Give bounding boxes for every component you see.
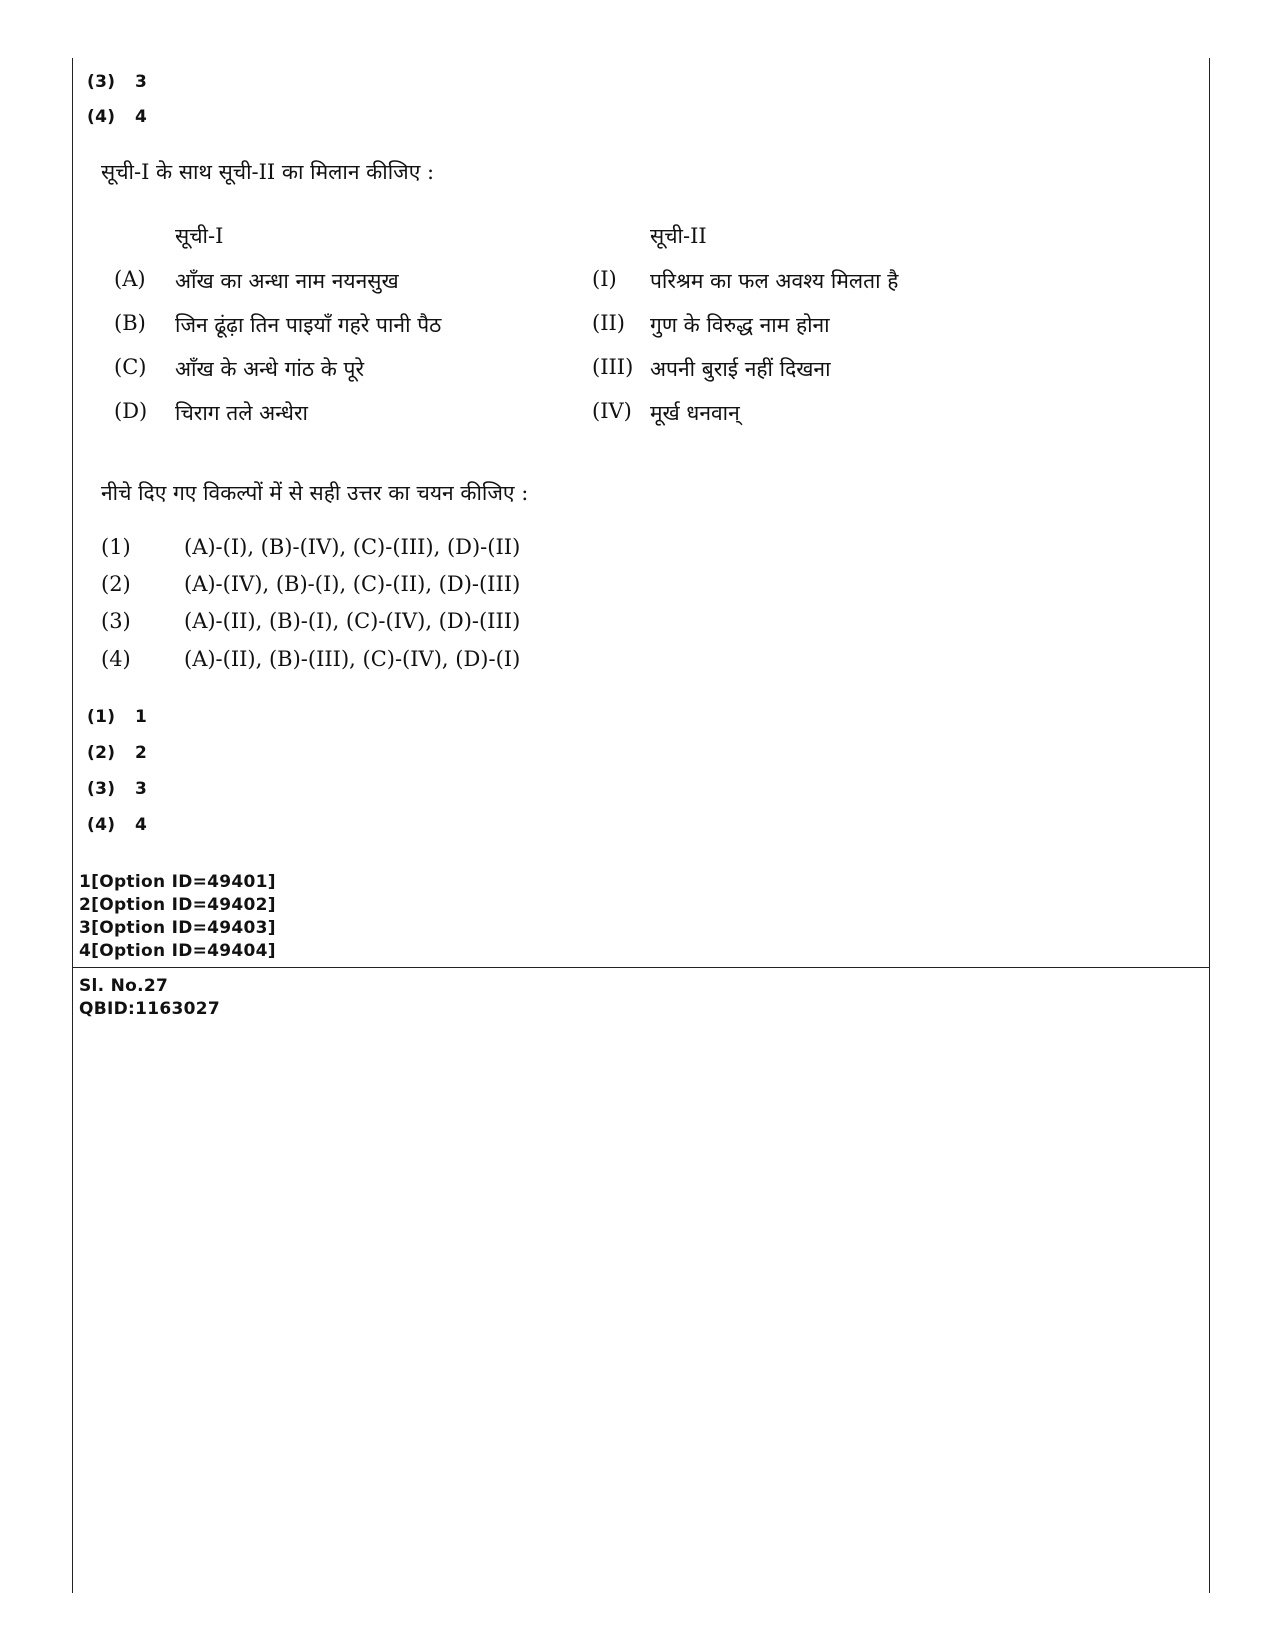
option-value: 3 xyxy=(135,779,148,799)
choice-number: (4) xyxy=(101,647,131,671)
option-value: 4 xyxy=(135,107,148,127)
answer-option xyxy=(87,815,147,835)
list2-title: सूची-II xyxy=(650,224,707,248)
option-id: 2[Option ID=49402] xyxy=(79,895,276,915)
list2-text: मूर्ख धनवान् xyxy=(650,401,740,425)
answer-option xyxy=(87,743,147,763)
list1-label: (B) xyxy=(114,311,146,335)
option-id: 1[Option ID=49401] xyxy=(79,872,276,892)
list1-text: चिराग तले अन्धेरा xyxy=(175,401,308,425)
frame-left-border xyxy=(72,58,73,1593)
choice-text: (A)-(IV), (B)-(I), (C)-(II), (D)-(III) xyxy=(184,572,521,596)
option-id: 3[Option ID=49403] xyxy=(79,918,276,938)
list2-label: (IV) xyxy=(592,399,632,423)
question-divider xyxy=(72,967,1210,968)
list1-text: आँख का अन्धा नाम नयनसुख xyxy=(175,269,399,293)
choice-number: (3) xyxy=(101,609,131,633)
choice-text: (A)-(I), (B)-(IV), (C)-(III), (D)-(II) xyxy=(184,535,521,559)
option-value: 4 xyxy=(135,815,148,835)
choice-text: (A)-(II), (B)-(III), (C)-(IV), (D)-(I) xyxy=(184,647,521,671)
answer-option xyxy=(87,779,147,799)
option-number: (3) xyxy=(87,779,116,799)
choice-number: (1) xyxy=(101,535,131,559)
select-prompt: नीचे दिए गए विकल्पों में से सही उत्तर का चयन कीजिए : xyxy=(101,481,529,505)
option-value: 2 xyxy=(135,743,148,763)
option-number: (4) xyxy=(87,107,116,127)
list2-text: गुण के विरुद्ध नाम होना xyxy=(650,313,830,337)
list2-text: परिश्रम का फल अवश्य मिलता है xyxy=(650,269,899,293)
option-value: 1 xyxy=(135,707,148,727)
list2-label: (II) xyxy=(592,311,625,335)
choice-text: (A)-(II), (B)-(I), (C)-(IV), (D)-(III) xyxy=(184,609,521,633)
option-value: 3 xyxy=(135,72,148,92)
list1-text: जिन ढूंढ़ा तिन पाइयाँ गहरे पानी पैठ xyxy=(175,313,442,337)
option-number: (2) xyxy=(87,743,116,763)
list2-text: अपनी बुराई नहीं दिखना xyxy=(650,357,831,381)
list1-label: (C) xyxy=(114,355,147,379)
prev-answer-option xyxy=(87,72,147,92)
choice-number: (2) xyxy=(101,572,131,596)
prev-answer-option xyxy=(87,107,147,127)
serial-number: Sl. No.27 xyxy=(79,976,169,996)
list1-title: सूची-I xyxy=(175,224,224,248)
frame-right-border xyxy=(1209,58,1210,1593)
qbid: QBID:1163027 xyxy=(79,999,221,1019)
option-number: (4) xyxy=(87,815,116,835)
option-number: (3) xyxy=(87,72,116,92)
answer-option xyxy=(87,707,147,727)
list2-label: (III) xyxy=(592,355,634,379)
option-number: (1) xyxy=(87,707,116,727)
list2-label: (I) xyxy=(592,267,617,291)
question-intro: सूची-I के साथ सूची-II का मिलान कीजिए : xyxy=(101,160,435,184)
option-id-list xyxy=(79,871,276,963)
list1-label: (D) xyxy=(114,399,148,423)
list1-text: आँख के अन्धे गांठ के पूरे xyxy=(175,357,365,381)
next-question-header xyxy=(79,975,220,1021)
list1-label: (A) xyxy=(114,267,146,291)
option-id: 4[Option ID=49404] xyxy=(79,941,276,961)
